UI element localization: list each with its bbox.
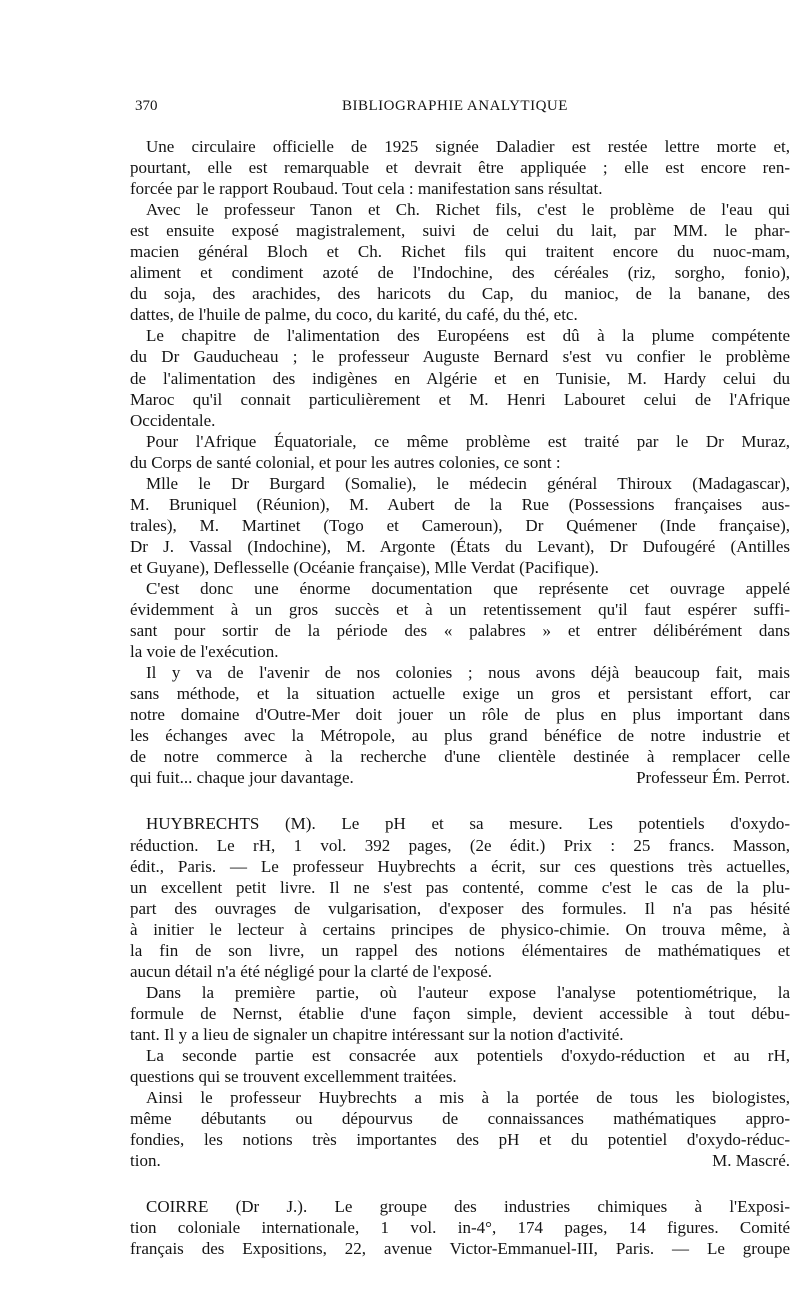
text-line: évidemment à un gros succès et à un retentissement qu'il faut espérer suffi- <box>130 600 790 620</box>
text-line: aliment et condiment azoté de l'Indochine, des céréales (riz, sorgho, fonio), <box>130 263 790 283</box>
text-line: tant. Il y a lieu de signaler un chapitre intéressant sur la notion d'activité. <box>130 1024 624 1044</box>
reviewer-signature: M. Mascré. <box>712 1151 790 1171</box>
text-line: tion coloniale internationale, 1 vol. in-4°, 174 pages, 14 figures. Comité <box>130 1218 790 1238</box>
text-line: Le chapitre de l'alimentation des Européens est dû à la plume compétente <box>146 326 790 346</box>
text-line: la voie de l'exécution. <box>130 642 279 662</box>
text-line: Une circulaire officielle de 1925 signée Daladier est restée lettre morte et, <box>146 137 790 156</box>
page-number: 370 <box>135 98 158 114</box>
text-line: macien général Bloch et Ch. Richet fils qui traitent encore du nuoc-mam, <box>130 242 790 262</box>
text-line: un excellent petit livre. Il ne s'est pas contenté, comme c'est le cas de la plu- <box>130 877 790 897</box>
text-line: même débutants ou dépourvus de connaissances mathématiques appro- <box>130 1109 790 1129</box>
text-line: aucun détail n'a été négligé pour la clarté de l'exposé. <box>130 961 493 981</box>
text-line: notre domaine d'Outre-Mer doit jouer un rôle de plus en plus important dans <box>130 705 790 725</box>
text-line: part des ouvrages de vulgarisation, d'exposer des formules. Il n'a pas hésité <box>130 898 790 918</box>
text-line <box>130 767 790 788</box>
text-line: du Dr Gauducheau ; le professeur Auguste Bernard s'est vu confier le problème <box>130 347 790 367</box>
page-header <box>130 98 790 122</box>
text-line: formule de Nernst, établie d'une façon simple, devient accessible à tout débu- <box>130 1003 790 1023</box>
text-line: Dans la première partie, où l'auteur expose l'analyse potentiométrique, la <box>146 982 790 1002</box>
text-line: de notre commerce à la recherche d'une clientèle destinée à remplacer celle <box>130 747 790 767</box>
text-line: réduction. Le rH, 1 vol. 392 pages, (2e édit.) Prix : 25 francs. Masson, <box>130 835 790 855</box>
text-line: Maroc qu'il connait particulièrement et M. Henri Labouret celui de l'Afrique <box>130 389 790 409</box>
text-line: C'est donc une énorme documentation que représente cet ouvrage appelé <box>146 578 790 598</box>
line-text: qui fuit... chaque jour davantage. <box>130 768 354 788</box>
text-line: à initier le lecteur à certains principes de physico-chimie. On trouva même, à <box>130 919 790 939</box>
text-line: Dr J. Vassal (Indochine), M. Argonte (États du Levant), Dr Dufougéré (Antilles <box>130 536 790 556</box>
text-line: du soja, des arachides, des haricots du Cap, du manioc, de la banane, des <box>130 284 790 304</box>
running-title: BIBLIOGRAPHIE ANALYTIQUE <box>342 98 568 114</box>
text-line: Avec le professeur Tanon et Ch. Richet fils, c'est le problème de l'eau qui <box>146 200 790 220</box>
text-line: et Guyane), Deflesselle (Océanie française), Mlle Verdat (Pacifique). <box>130 557 599 577</box>
text-line: forcée par le rapport Roubaud. Tout cela : manifestation sans résultat. <box>130 179 603 199</box>
reviewer-signature: Professeur Ém. Perrot. <box>636 768 790 788</box>
text-line: pourtant, elle est remarquable et devrait être appliquée ; elle est encore ren- <box>130 158 790 178</box>
text-line: du Corps de santé colonial, et pour les autres colonies, ce sont : <box>130 452 561 472</box>
text-line: La seconde partie est consacrée aux potentiels d'oxydo-réduction et au rH, <box>146 1045 790 1065</box>
text-line: Pour l'Afrique Équatoriale, ce même problème est traité par le Dr Muraz, <box>146 431 790 451</box>
text-line: Occidentale. <box>130 410 216 430</box>
text-line: HUYBRECHTS (M). Le pH et sa mesure. Les potentiels d'oxydo- <box>146 814 790 834</box>
text-line: édit., Paris. — Le professeur Huybrechts a écrit, sur ces questions très actuelles, <box>130 856 790 876</box>
text-line: Ainsi le professeur Huybrechts a mis à la portée de tous les biologistes, <box>146 1088 790 1108</box>
text-line: M. Bruniquel (Réunion), M. Aubert de la Rue (Possessions françaises aus- <box>130 494 790 514</box>
section-spacer <box>130 1171 790 1196</box>
text-line: Mlle le Dr Burgard (Somalie), le médecin général Thiroux (Madagascar), <box>146 473 790 493</box>
text-line <box>130 1150 790 1171</box>
text-line: français des Expositions, 22, avenue Victor-Emmanuel-III, Paris. — Le groupe <box>130 1239 790 1259</box>
text-line: Il y va de l'avenir de nos colonies ; nous avons déjà beaucoup fait, mais <box>146 663 790 683</box>
text-line: sans méthode, et la situation actuelle exige un gros et persistant effort, car <box>130 684 790 704</box>
text-line: COIRRE (Dr J.). Le groupe des industries chimiques à l'Exposi- <box>146 1197 790 1217</box>
document-page <box>130 98 790 1259</box>
text-line: sant pour sortir de la période des « palabres » et entrer délibérément dans <box>130 621 790 641</box>
line-text: tion. <box>130 1151 161 1171</box>
section-spacer <box>130 788 790 813</box>
text-line: est ensuite exposé magistralement, suivi de celui du lait, par MM. le phar- <box>130 221 790 241</box>
text-line: fondies, les notions très importantes des pH et du potentiel d'oxydo-réduc- <box>130 1130 790 1150</box>
text-line: les échanges avec la Métropole, au plus grand bénéfice de notre industrie et <box>130 726 790 746</box>
text-line: de l'alimentation des indigènes en Algérie et en Tunisie, M. Hardy celui du <box>130 368 790 388</box>
text-line: dattes, de l'huile de palme, du coco, du karité, du café, du thé, etc. <box>130 305 578 325</box>
text-line: questions qui se trouvent excellemment traitées. <box>130 1067 457 1087</box>
body-text <box>130 136 790 1259</box>
text-line: la fin de son livre, un rappel des notions élémentaires de mathématiques et <box>130 940 790 960</box>
text-line: trales), M. Martinet (Togo et Cameroun), Dr Quémener (Inde française), <box>130 515 790 535</box>
